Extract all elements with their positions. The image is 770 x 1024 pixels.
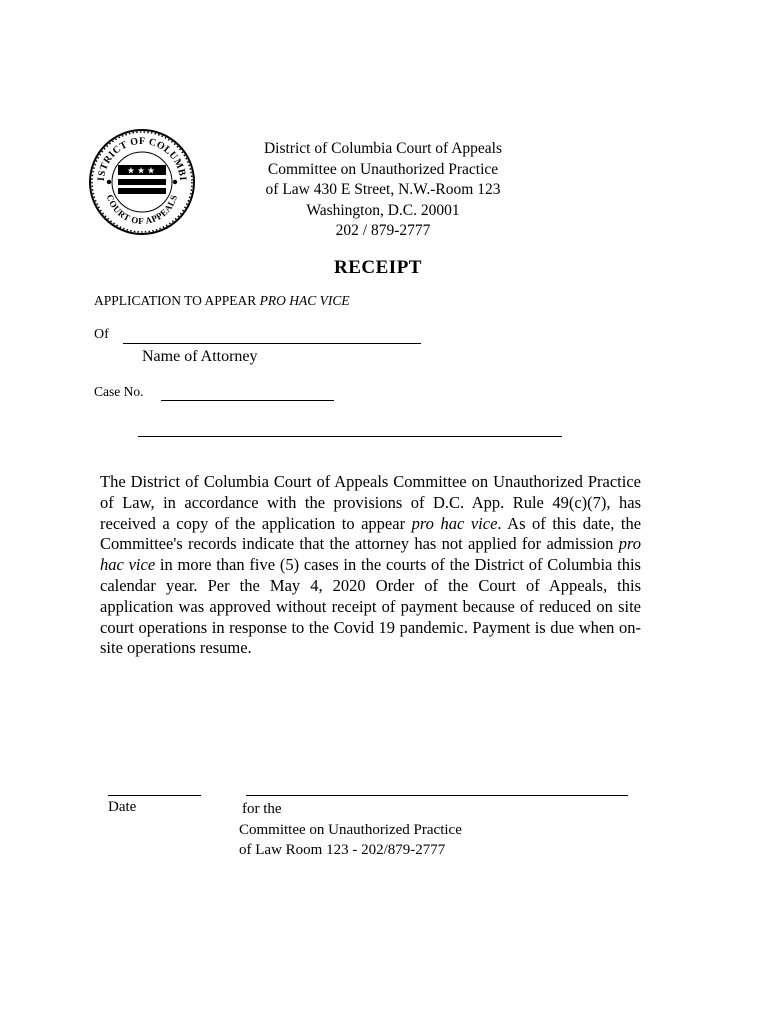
date-label: Date: [108, 799, 137, 815]
court-seal-logo: [88, 128, 196, 236]
application-heading-text: APPLICATION TO APPEAR: [94, 293, 260, 308]
seal-top-text: ISTRICT OF COLUMBI: [95, 135, 189, 182]
case-number-label: Case No.: [94, 384, 144, 399]
document-title: RECEIPT: [334, 257, 422, 278]
seal-bottom-text: COURT OF APPEALS: [104, 193, 180, 227]
body-text-part1: The District of Columbia Court of Appeals Committee on Unauthorized Practice of Law, in accordance with the provisions of D.C. App. Rule 49(c)(7), has received a copy of the application to appear: [100, 472, 641, 533]
receipt-body-paragraph: [100, 472, 641, 659]
signature-committee: Committee on Unauthorized Practice: [239, 821, 462, 838]
svg-text:★★★: ★★★: [126, 166, 158, 177]
of-label: Of: [94, 327, 109, 342]
header-street-address: of Law 430 E Street, N.W.-Room 123: [265, 181, 501, 198]
blank-line[interactable]: [138, 436, 562, 437]
application-heading-italic: PRO HAC VICE: [259, 293, 350, 308]
attorney-name-label: Name of Attorney: [142, 348, 258, 365]
body-text-part3: in more than five (5) cases in the courts of the District of Columbia this calendar year. Per the May 4, 2020 Order of the Court of Appeals, this application was approved without receipt of payment because of reduced on site court operations in response to the Covid 19 pandemic. Payment is due when on-site operations resume.: [100, 555, 641, 658]
body-text-italic1: pro hac vice: [411, 513, 498, 533]
header-city: Washington, D.C. 20001: [306, 201, 460, 219]
body-text-italic2: pro hac vice: [100, 534, 641, 575]
svg-text:COURT OF APPEALS: [105, 193, 179, 226]
header-court-name: District of Columbia Court of Appeals: [263, 140, 503, 157]
signature-room-phone: of Law Room 123 - 202/879-2777: [239, 842, 446, 858]
application-heading: [94, 293, 350, 309]
body-text-part2: . As of this date, the Committee's records indicate that the attorney has not applied for admission: [100, 513, 642, 554]
header-committee-name: Committee on Unauthorized Practice: [267, 160, 499, 178]
signature-line[interactable]: [246, 795, 628, 796]
attorney-name-line[interactable]: [123, 343, 421, 344]
date-line[interactable]: [108, 795, 201, 796]
signature-block: [239, 799, 462, 861]
case-number-line[interactable]: [161, 400, 334, 401]
header-phone: 202 / 879-2777: [335, 222, 431, 239]
court-address-header: [200, 139, 566, 242]
signature-for-the: for the: [242, 801, 282, 817]
